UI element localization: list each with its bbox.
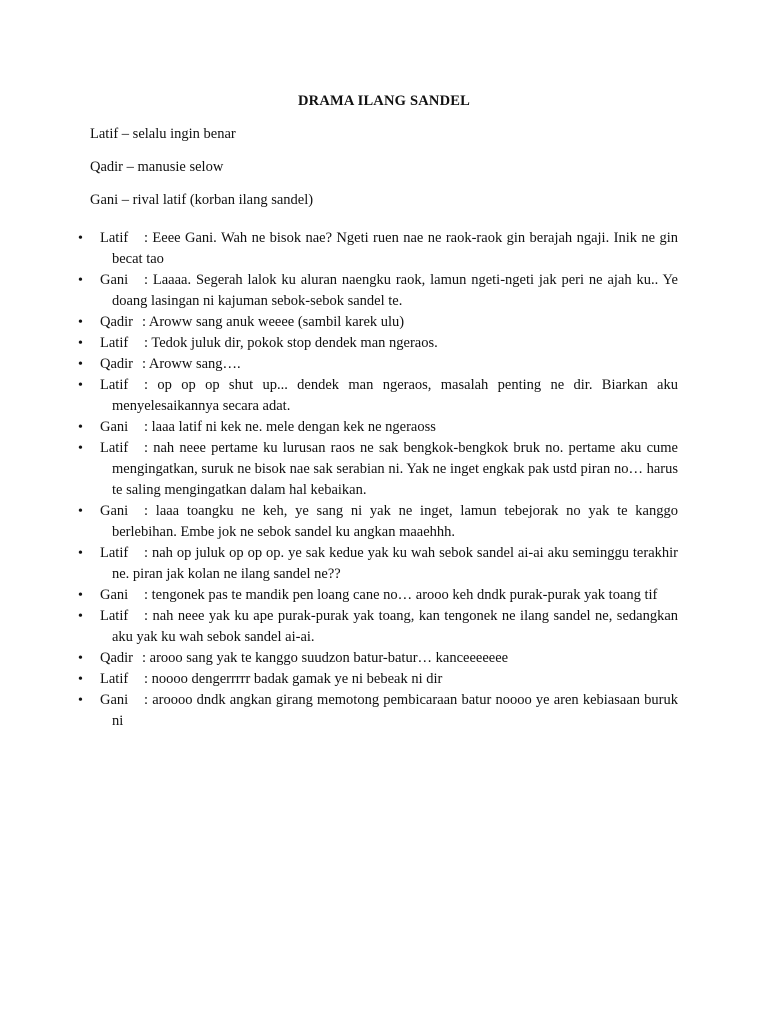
speaker-name: Latif (100, 440, 129, 456)
dialogue-text: : Aroww sang…. (142, 356, 241, 372)
document-title: DRAMA ILANG SANDEL (298, 93, 470, 109)
dialogue-line (78, 585, 678, 606)
speaker-name: Qadir (100, 356, 134, 372)
bullet-icon: • (78, 315, 83, 330)
speaker-name: Qadir (100, 650, 134, 666)
dialogue-line (78, 312, 678, 333)
dialogue-line (78, 669, 678, 690)
dialogue-line (78, 417, 678, 438)
speaker-name: Latif (100, 335, 129, 351)
dialogue-text: : laaa toangku ne keh, ye sang ni yak ne inget, lamun tebejorak no yak te kanggo berlebihan. Embe jok ne sebok sandel ku angkan maaehhh. (112, 503, 678, 540)
dialogue-line (78, 438, 678, 501)
speaker-name: Gani (100, 692, 129, 708)
dialogue-text: : laaa latif ni kek ne. mele dengan kek ne ngeraoss (144, 419, 436, 435)
dialogue-line (78, 333, 678, 354)
speaker-name: Latif (100, 545, 129, 561)
dialogue-line (78, 648, 678, 669)
bullet-icon: • (78, 546, 83, 561)
cast-item: Qadir – manusie selow (90, 159, 224, 175)
bullet-icon: • (78, 441, 83, 456)
cast-list (90, 125, 690, 224)
bullet-icon: • (78, 336, 83, 351)
speaker-name: Gani (100, 272, 129, 288)
dialogue-text: : Tedok juluk dir, pokok stop dendek man ngeraos. (144, 335, 438, 351)
speaker-name: Latif (100, 671, 129, 687)
dialogue-line (78, 606, 678, 648)
bullet-icon: • (78, 504, 83, 519)
dialogue-text: : Eeee Gani. Wah ne bisok nae? Ngeti ruen nae ne raok-raok gin berajah ngaji. Inik ne gin becat tao (112, 230, 678, 267)
speaker-name: Gani (100, 587, 129, 603)
bullet-icon: • (78, 378, 83, 393)
dialogue-text: : Aroww sang anuk weeee (sambil karek ulu) (142, 314, 405, 330)
dialogue-line (78, 375, 678, 417)
dialogue-list (78, 228, 678, 732)
cast-item: Latif – selalu ingin benar (90, 126, 236, 142)
dialogue-text: : nah op juluk op op op. ye sak kedue yak ku wah sebok sandel ai-ai aku seminggu terakhir ne. piran jak kolan ne ilang sandel ne?? (112, 545, 678, 582)
speaker-name: Gani (100, 503, 129, 519)
bullet-icon: • (78, 651, 83, 666)
bullet-icon: • (78, 420, 83, 435)
dialogue-line (78, 354, 678, 375)
dialogue-text: : op op op shut up... dendek man ngeraos, masalah penting ne dir. Biarkan aku menyelesaikannya secara adat. (112, 377, 678, 414)
dialogue-line (78, 228, 678, 270)
speaker-name: Latif (100, 608, 129, 624)
dialogue-text: : nah neee yak ku ape purak-purak yak toang, kan tengonek ne ilang sandel ne, sedangkan aku yak ku wah sebok sandel ai-ai. (112, 608, 678, 645)
dialogue-line (78, 690, 678, 732)
speaker-name: Latif (100, 377, 129, 393)
speaker-name: Latif (100, 230, 129, 246)
dialogue-line (78, 270, 678, 312)
dialogue-text: : tengonek pas te mandik pen loang cane no… arooo keh dndk purak-purak yak toang tif (144, 587, 658, 603)
speaker-name: Gani (100, 419, 129, 435)
dialogue-text: : aroooo dndk angkan girang memotong pembicaraan batur noooo ye aren kebiasaan buruk ni (112, 692, 678, 729)
bullet-icon: • (78, 609, 83, 624)
bullet-icon: • (78, 231, 83, 246)
dialogue-line (78, 543, 678, 585)
bullet-icon: • (78, 693, 83, 708)
bullet-icon: • (78, 588, 83, 603)
dialogue-text: : arooo sang yak te kanggo suudzon batur-batur… kanceeeeeee (142, 650, 509, 666)
bullet-icon: • (78, 357, 83, 372)
dialogue-text: : noooo dengerrrrr badak gamak ye ni bebeak ni dir (144, 671, 443, 687)
cast-item: Gani – rival latif (korban ilang sandel) (90, 192, 314, 208)
dialogue-line (78, 501, 678, 543)
bullet-icon: • (78, 672, 83, 687)
speaker-name: Qadir (100, 314, 134, 330)
dialogue-text: : Laaaa. Segerah lalok ku aluran naengku raok, lamun ngeti-ngeti jak peri ne ajah ku.. Ye doang lasingan ni kajuman sebok-sebok sandel te. (112, 272, 678, 309)
bullet-icon: • (78, 273, 83, 288)
dialogue-text: : nah neee pertame ku lurusan raos ne sak bengkok-bengkok bruk no. pertame aku cume mengingatkan, suruk ne bisok nae sak serabian ni. Yak ne inget engkak pak ustd piran no… harus te saling mengingatkan dalam hal kebaikan. (112, 440, 678, 498)
